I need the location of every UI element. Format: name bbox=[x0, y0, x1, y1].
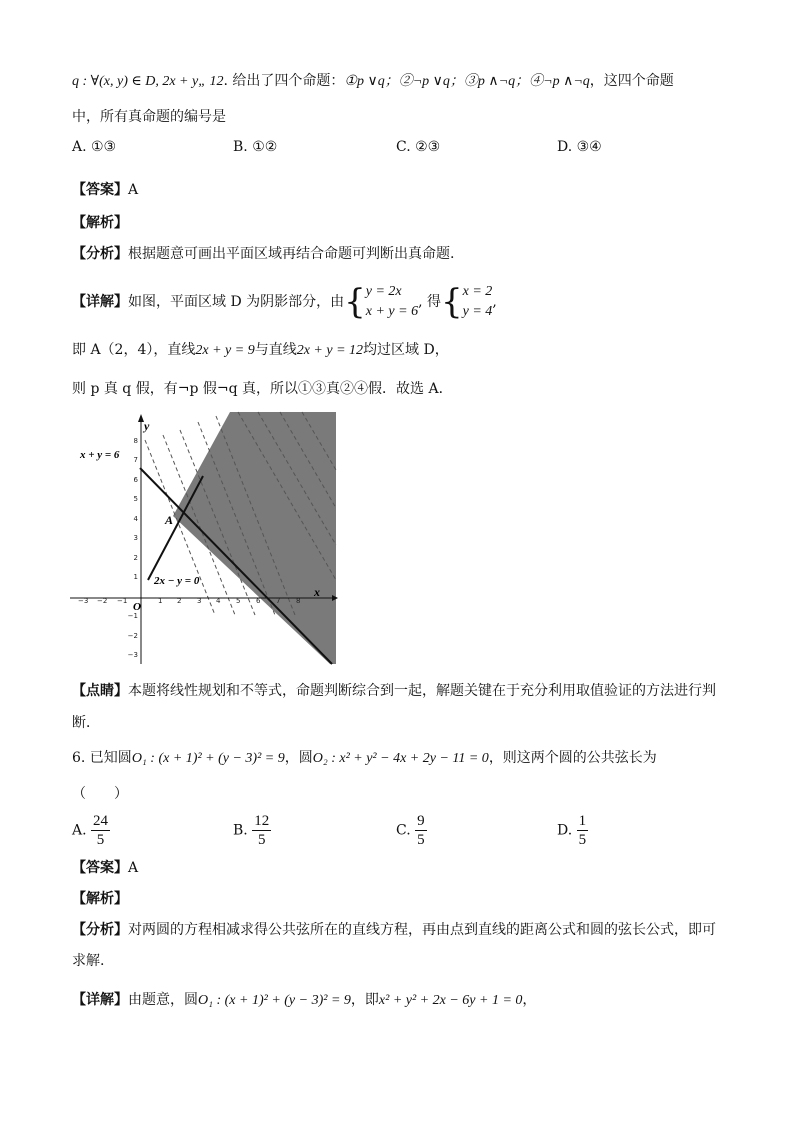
numerator: 9 bbox=[417, 813, 425, 829]
q6-option-letter: C. bbox=[396, 822, 411, 839]
q5-tail: ，这四个命题 bbox=[589, 73, 674, 89]
q5-analysis-tag bbox=[72, 212, 128, 234]
q5-dianjing-text1: 本题将线性规划和不等式，命题判断综合到一起，解题关键在于充分利用取值验证的方法进行判 bbox=[128, 683, 716, 699]
q6-analysis-label: 【解析】 bbox=[72, 891, 128, 907]
q5-prop-3: ；③p ∧¬q bbox=[449, 74, 516, 89]
q5-detail2-c: 均过区域 D， bbox=[363, 342, 449, 358]
q5-detail-tag: 【详解】 bbox=[72, 294, 128, 310]
denominator: 5 bbox=[257, 832, 266, 848]
q5-detail-line2 bbox=[72, 339, 449, 362]
q6-stem-b: ，圆 bbox=[284, 750, 313, 766]
q6-option-letter: A. bbox=[72, 822, 87, 839]
q6-answer-value: A bbox=[128, 860, 139, 876]
q6-option-a bbox=[72, 812, 110, 849]
q6-fenxi-text1: 对两圆的方程相减求得公共弦所在的直线方程，再由点到直线的距离公式和圆的弦长公式，即可 bbox=[128, 922, 716, 938]
q5-detail1-b: , 得 bbox=[418, 294, 441, 310]
label-origin: O bbox=[133, 601, 141, 613]
x-tick-label: 1 bbox=[158, 597, 163, 605]
numerator: 1 bbox=[578, 813, 587, 829]
q6-analysis-tag bbox=[72, 888, 128, 910]
q6-option-fraction bbox=[577, 812, 589, 849]
q6-detail-b: ，即 bbox=[350, 992, 379, 1008]
shaded-region bbox=[173, 412, 336, 664]
y-tick-label: 2 bbox=[133, 554, 138, 562]
q5-dianjing-line1 bbox=[72, 680, 716, 702]
y-tick-labels bbox=[128, 437, 139, 659]
numerator: 24 bbox=[93, 813, 109, 829]
q6-option-c bbox=[396, 812, 427, 849]
y-tick-label: −3 bbox=[127, 651, 138, 659]
q6-circle-o2: O₂ : x² + y² − 4x + 2y − 11 = 0 bbox=[312, 751, 489, 766]
y-tick-label: 5 bbox=[133, 495, 138, 503]
q6-answer bbox=[72, 857, 138, 879]
q6-detail-c: ， bbox=[522, 992, 537, 1008]
label-line2: 2x − y = 0 bbox=[154, 575, 200, 587]
q6-option-letter: D. bbox=[557, 822, 573, 839]
x-tick-label: 6 bbox=[256, 597, 261, 605]
x-tick-label: 5 bbox=[236, 597, 241, 605]
q6-paren: （ ） bbox=[72, 786, 128, 802]
q5-fenxi-tag: 【分析】 bbox=[72, 246, 128, 262]
q5-sys1-eq1: y = 2x bbox=[365, 284, 402, 299]
q5-stem-line1 bbox=[72, 70, 674, 93]
q5-sys2-brace: { bbox=[441, 282, 463, 322]
q6-detail-eq2: x² + y² + 2x − 6y + 1 = 0 bbox=[378, 993, 523, 1008]
q5-option-a: A. ①③ bbox=[72, 139, 117, 155]
q5-prop-4: ；④¬p ∧¬q bbox=[515, 74, 590, 89]
q6-stem bbox=[72, 747, 657, 770]
q6-detail-eq1: O₁ : (x + 1)² + (y − 3)² = 9 bbox=[198, 993, 351, 1008]
q5-detail1-a: 如图，平面区域 D 为阴影部分，由 bbox=[128, 294, 345, 310]
x-tick-label: 7 bbox=[276, 597, 281, 605]
q5-prop-2: ；②¬p ∨q bbox=[384, 74, 450, 89]
q5-stem-line2: 中，所有真命题的编号是 bbox=[72, 109, 226, 125]
x-tick-label: 4 bbox=[216, 597, 221, 605]
x-tick-label: −3 bbox=[78, 597, 89, 605]
q6-detail-a: 由题意，圆 bbox=[128, 992, 198, 1008]
x-tick-label: 2 bbox=[177, 597, 182, 605]
q5-answer bbox=[72, 179, 138, 201]
q6-detail bbox=[72, 989, 536, 1012]
q5-option-d: D. ③④ bbox=[557, 139, 602, 155]
q5-prefix: q : ∀(x, y) ∈ D, 2x + y„ 12 bbox=[72, 74, 224, 89]
y-tick-label: 3 bbox=[133, 534, 138, 542]
label-line1: x + y = 6 bbox=[80, 449, 120, 461]
q5-fenxi bbox=[72, 243, 454, 265]
q6-circle-o1: O₁ : (x + 1)² + (y − 3)² = 9 bbox=[131, 751, 285, 766]
q6-option-b bbox=[233, 812, 271, 849]
q5-answer-value: A bbox=[128, 182, 139, 198]
q6-fenxi-tag: 【分析】 bbox=[72, 922, 128, 938]
q6-detail-tag: 【详解】 bbox=[72, 992, 128, 1008]
x-tick-label: −2 bbox=[97, 597, 108, 605]
denominator: 5 bbox=[578, 832, 587, 848]
q5-after-prefix: . 给出了四个命题： bbox=[223, 73, 345, 89]
denominator: 5 bbox=[417, 832, 425, 848]
numerator: 12 bbox=[254, 813, 270, 829]
q5-detail2-eq1: 2x + y = 9 bbox=[195, 343, 255, 358]
q6-stem-c: ，则这两个圆的公共弦长为 bbox=[488, 750, 657, 766]
q5-sys2-eq1: x = 2 bbox=[462, 284, 493, 299]
q5-detail2-b: 与直线 bbox=[254, 342, 297, 358]
q6-fenxi-line1 bbox=[72, 919, 716, 941]
q5-detail1-c: , bbox=[492, 294, 497, 310]
q5-detail-line3: 则 p 真 q 假，有¬p 假¬q 真，所以①③真②④假．故选 A． bbox=[72, 381, 453, 397]
q6-option-letter: B. bbox=[233, 822, 248, 839]
q6-option-fraction bbox=[252, 812, 271, 849]
x-tick-label: 8 bbox=[296, 597, 301, 605]
q6-option-fraction bbox=[91, 812, 110, 849]
q5-sys2-eq2: y = 4 bbox=[462, 304, 493, 319]
q6-stem-a: 6. 已知圆 bbox=[72, 750, 132, 766]
feasible-region-figure bbox=[70, 410, 340, 668]
y-tick-label: 6 bbox=[133, 476, 138, 484]
q5-analysis-label: 【解析】 bbox=[72, 215, 128, 231]
y-tick-label: 4 bbox=[133, 515, 138, 523]
q5-sys1-brace: { bbox=[344, 282, 366, 322]
label-x-axis: x bbox=[314, 585, 320, 599]
denominator: 5 bbox=[96, 832, 105, 848]
q5-detail2-eq2: 2x + y = 12 bbox=[296, 343, 364, 358]
q5-dianjing-line2: 断． bbox=[72, 715, 100, 731]
q5-prop-1: ①p ∨q bbox=[344, 74, 385, 89]
q6-option-fraction bbox=[415, 812, 427, 849]
q5-sys1 bbox=[366, 282, 418, 322]
q5-detail-line1 bbox=[72, 280, 497, 324]
label-y-axis: y bbox=[144, 419, 150, 433]
y-tick-label: 1 bbox=[133, 573, 138, 581]
q5-option-b: B. ①② bbox=[233, 139, 278, 155]
y-tick-label: −2 bbox=[127, 632, 138, 640]
q6-answer-tag: 【答案】 bbox=[72, 860, 128, 876]
q5-sys2 bbox=[463, 282, 493, 322]
q6-fenxi-line2: 求解. bbox=[72, 953, 105, 969]
y-tick-label: 8 bbox=[133, 437, 138, 445]
q5-dianjing-tag: 【点睛】 bbox=[72, 683, 128, 699]
q5-sys1-eq2: x + y = 6 bbox=[365, 304, 419, 319]
label-point-a: A bbox=[165, 513, 174, 527]
q5-detail2-a: 即 A（2，4），直线 bbox=[72, 342, 196, 358]
q5-answer-tag: 【答案】 bbox=[72, 182, 128, 198]
q6-option-d bbox=[557, 812, 588, 849]
x-tick-label: −1 bbox=[117, 597, 128, 605]
x-tick-label: 3 bbox=[197, 597, 202, 605]
q5-option-c: C. ②③ bbox=[396, 139, 441, 155]
y-tick-label: −1 bbox=[127, 612, 138, 620]
y-tick-label: 7 bbox=[133, 456, 138, 464]
q5-fenxi-text: 根据题意可画出平面区域再结合命题可判断出真命题. bbox=[128, 246, 455, 262]
